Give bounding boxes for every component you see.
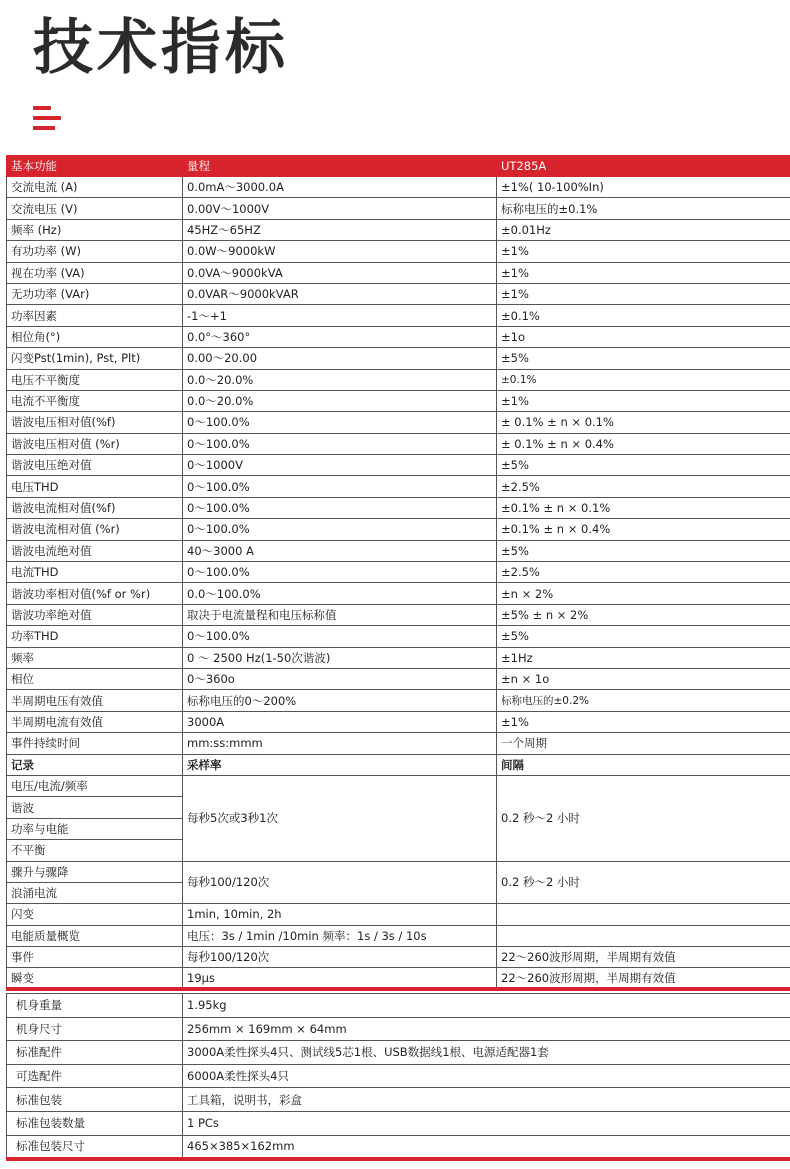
table-row [7,455,790,476]
range-cell: 0～100.0% [183,476,497,497]
table-row [7,198,790,219]
interval-cell: 22～260波形周期，半周期有效值 [497,947,790,968]
function-cell: 半周期电流有效值 [7,711,183,732]
function-cell: 有功功率 (W) [7,241,183,262]
range-cell: 0～100.0% [183,433,497,454]
function-cell: 交流电流 (A) [7,177,183,198]
range-cell: 0.0mA～3000.0A [183,177,497,198]
function-cell: 闪变Pst(1min), Pst, Plt) [7,348,183,369]
property-name-cell: 可选配件 [7,1064,183,1088]
range-cell: 45HZ～65HZ [183,219,497,240]
property-value-cell: 1 PCs [183,1111,790,1135]
function-cell: 交流电压 (V) [7,198,183,219]
record-item-cell: 谐波 [7,797,183,818]
table-row [7,177,790,198]
accuracy-cell: ±0.01Hz [497,219,790,240]
range-cell: 0～100.0% [183,519,497,540]
table-row [7,326,790,347]
function-cell: 电流不平衡度 [7,390,183,411]
function-cell: 相位角(°) [7,326,183,347]
table-row [7,1017,790,1041]
menu-lines-icon [33,106,65,132]
accuracy-cell: ±2.5% [497,562,790,583]
header-cell-function: 基本功能 [7,156,183,177]
range-cell: 0.00～20.00 [183,348,497,369]
table-row [7,1064,790,1088]
range-cell: 0～100.0% [183,626,497,647]
range-cell: 0～360o [183,668,497,689]
accuracy-cell: ± 0.1% ± n × 0.4% [497,433,790,454]
interval-header-cell: 间隔 [497,754,790,775]
accuracy-cell: ±1% [497,711,790,732]
range-cell: 0.00V～1000V [183,198,497,219]
accuracy-cell: ±0.1% [497,369,790,390]
record-item-cell: 电能质量概览 [7,925,183,946]
table-row [7,626,790,647]
range-cell: mm:ss:mmm [183,733,497,754]
accuracy-cell: ±5% ± n × 2% [497,604,790,625]
table-row [7,562,790,583]
function-cell: 无功功率 (VAr) [7,283,183,304]
property-value-cell: 6000A柔性探头4只 [183,1064,790,1088]
accuracy-cell: 一个周期 [497,733,790,754]
record-item-cell: 事件 [7,947,183,968]
range-cell: 标称电压的0～200% [183,690,497,711]
table-row [7,305,790,326]
interval-cell [497,925,790,946]
function-cell: 谐波功率绝对值 [7,604,183,625]
accuracy-cell: ±0.1% ± n × 0.1% [497,497,790,518]
property-name-cell: 标准包装数量 [7,1111,183,1135]
sample-rate-header-cell: 采样率 [183,754,497,775]
function-cell: 电流THD [7,562,183,583]
range-cell: 0～100.0% [183,412,497,433]
accuracy-cell: ± 0.1% ± n × 0.1% [497,412,790,433]
record-item-cell: 瞬变 [7,968,183,989]
table-row [7,947,790,968]
sample-rate-cell: 每秒100/120次 [183,861,497,904]
table-row [7,904,790,925]
range-cell: 0～100.0% [183,562,497,583]
function-cell: 电压THD [7,476,183,497]
property-value-cell: 465×385×162mm [183,1135,790,1159]
table-row [7,668,790,689]
property-name-cell: 标准包装 [7,1088,183,1112]
interval-cell: 22～260波形周期，半周期有效值 [497,968,790,989]
table-row [7,775,790,796]
function-cell: 谐波电流相对值(%f) [7,497,183,518]
table-row [7,861,790,882]
accuracy-cell: ±5% [497,348,790,369]
table-row [7,604,790,625]
function-cell: 相位 [7,668,183,689]
property-name-cell: 标准配件 [7,1041,183,1065]
accuracy-cell: ±5% [497,626,790,647]
table-row [7,994,790,1018]
accuracy-cell: 标称电压的±0.1% [497,198,790,219]
table-row [7,733,790,754]
function-cell: 谐波电流绝对值 [7,540,183,561]
table-row [7,369,790,390]
accuracy-cell: ±1% [497,283,790,304]
function-cell: 谐波电压相对值 (%r) [7,433,183,454]
range-cell: 0～1000V [183,455,497,476]
function-cell: 频率 [7,647,183,668]
range-cell: 0.0W～9000kW [183,241,497,262]
table-row [7,390,790,411]
record-header-cell: 记录 [7,754,183,775]
record-header-row [7,754,790,775]
accuracy-cell: ±1% [497,390,790,411]
property-value-cell: 3000A柔性探头4只、测试线5芯1根、USB数据线1根、电源适配器1套 [183,1041,790,1065]
sample-rate-cell: 1min, 10min, 2h [183,904,497,925]
physical-table [6,993,790,1161]
table-row [7,583,790,604]
accuracy-cell: ±1% [497,241,790,262]
accuracy-cell: ±5% [497,540,790,561]
spec-table [6,155,790,991]
header-cell-model: UT285A [497,156,790,177]
table-row [7,1111,790,1135]
interval-cell [497,904,790,925]
range-cell: 40～3000 A [183,540,497,561]
record-item-cell: 功率与电能 [7,818,183,839]
function-cell: 频率 (Hz) [7,219,183,240]
property-name-cell: 标准包装尺寸 [7,1135,183,1159]
range-cell: 0.0°～360° [183,326,497,347]
range-cell: 0～100.0% [183,497,497,518]
sample-rate-cell: 19μs [183,968,497,989]
header-cell-range: 量程 [183,156,497,177]
function-cell: 事件持续时间 [7,733,183,754]
sample-rate-cell: 每秒5次或3秒1次 [183,775,497,861]
accuracy-cell: ±5% [497,455,790,476]
page-title: 技术指标 [33,13,289,83]
range-cell: 取决于电流量程和电压标称值 [183,604,497,625]
property-value-cell: 1.95kg [183,994,790,1018]
interval-cell: 0.2 秒～2 小时 [497,861,790,904]
interval-cell: 0.2 秒～2 小时 [497,775,790,861]
range-cell: 0.0VA～9000kVA [183,262,497,283]
function-cell: 功率因素 [7,305,183,326]
table-row [7,1088,790,1112]
property-name-cell: 机身重量 [7,994,183,1018]
record-item-cell: 不平衡 [7,840,183,861]
sample-rate-cell: 电压：3s / 1min /10min 频率：1s / 3s / 10s [183,925,497,946]
table-row [7,497,790,518]
accuracy-cell: ±1Hz [497,647,790,668]
accuracy-cell: ±2.5% [497,476,790,497]
sample-rate-cell: 每秒100/120次 [183,947,497,968]
property-value-cell: 256mm × 169mm × 64mm [183,1017,790,1041]
accuracy-cell: ±1o [497,326,790,347]
accuracy-cell: ±1%( 10-100%In) [497,177,790,198]
table-row [7,348,790,369]
range-cell: 0.0～20.0% [183,369,497,390]
table-row [7,476,790,497]
function-cell: 谐波功率相对值(%f or %r) [7,583,183,604]
record-item-cell: 浪涌电流 [7,882,183,903]
function-cell: 谐波电压绝对值 [7,455,183,476]
accuracy-cell: ±1% [497,262,790,283]
range-cell: -1～+1 [183,305,497,326]
property-value-cell: 工具箱，说明书，彩盒 [183,1088,790,1112]
table-row [7,540,790,561]
table-row [7,241,790,262]
table-row [7,711,790,732]
function-cell: 谐波电压相对值(%f) [7,412,183,433]
function-cell: 电压不平衡度 [7,369,183,390]
range-cell: 0.0～100.0% [183,583,497,604]
function-cell: 谐波电流相对值 (%r) [7,519,183,540]
table-row [7,519,790,540]
table-row [7,647,790,668]
table-row [7,690,790,711]
table-row [7,1135,790,1159]
function-cell: 功率THD [7,626,183,647]
table-row [7,262,790,283]
table-row [7,412,790,433]
range-cell: 0.0VAR～9000kVAR [183,283,497,304]
record-item-cell: 骤升与骤降 [7,861,183,882]
range-cell: 0.0～20.0% [183,390,497,411]
spec-header-row [7,156,790,177]
accuracy-cell: ±n × 2% [497,583,790,604]
table-row [7,283,790,304]
table-row [7,433,790,454]
record-item-cell: 闪变 [7,904,183,925]
table-row [7,1041,790,1065]
table-row [7,968,790,989]
range-cell: 3000A [183,711,497,732]
accuracy-cell: ±0.1% ± n × 0.4% [497,519,790,540]
accuracy-cell: ±n × 1o [497,668,790,689]
range-cell: 0 ～ 2500 Hz(1-50次谐波) [183,647,497,668]
accuracy-cell: ±0.1% [497,305,790,326]
record-item-cell: 电压/电流/频率 [7,775,183,796]
function-cell: 视在功率 (VA) [7,262,183,283]
accuracy-cell: 标称电压的±0.2% [497,690,790,711]
property-name-cell: 机身尺寸 [7,1017,183,1041]
table-row [7,219,790,240]
table-row [7,925,790,946]
function-cell: 半周期电压有效值 [7,690,183,711]
